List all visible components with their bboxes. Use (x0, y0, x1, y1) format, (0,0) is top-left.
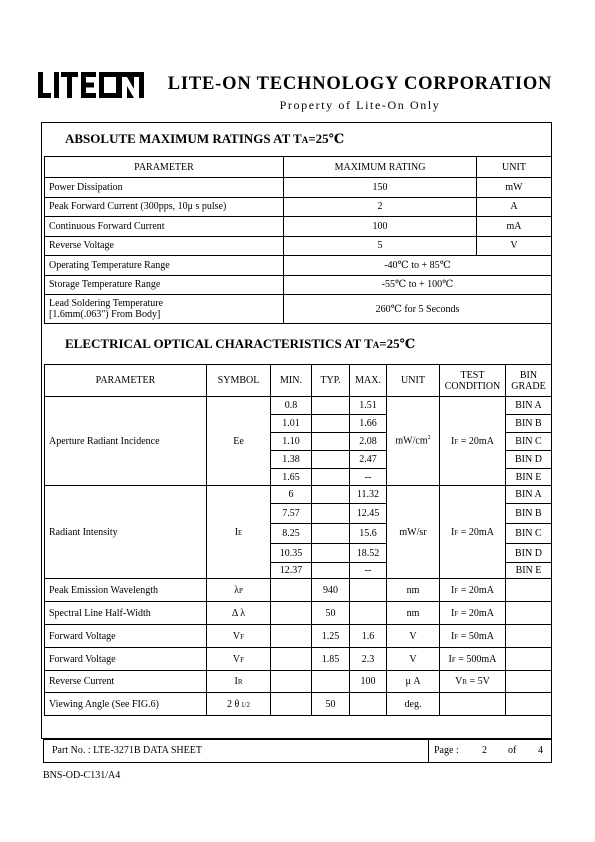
abs-rating: 260℃ for 5 Seconds (284, 295, 552, 324)
abs-rating: -40℃ to + 85℃ (284, 256, 552, 276)
typ-cell (312, 469, 350, 486)
min-cell: 1.10 (271, 433, 312, 451)
bin-cell: BIN C (506, 524, 552, 544)
col-header-bin-grade: BIN GRADE (506, 365, 552, 397)
page-footer (43, 739, 552, 763)
elec-title: ELECTRICAL OPTICAL CHARACTERISTICS AT TA=25℃ (65, 336, 416, 351)
symbol-cell: VF (207, 648, 271, 671)
abs-rating: 2 (284, 197, 477, 217)
typ-cell: 50 (312, 602, 350, 625)
typ-cell: 1.25 (312, 625, 350, 648)
page-label: Page : (434, 745, 459, 756)
bin-cell: BIN B (506, 415, 552, 433)
abs-param: Power Dissipation (45, 178, 284, 198)
radiant-unit: mW/sr (387, 486, 440, 579)
abs-rating: -55℃ to + 100℃ (284, 275, 552, 295)
char-row (45, 602, 552, 625)
property-notice: Property of Lite-On Only (279, 98, 441, 112)
condition-cell: IF = 20mA (440, 579, 506, 602)
max-cell: -- (350, 469, 387, 486)
typ-cell: 1.85 (312, 648, 350, 671)
page-total: 4 (538, 745, 543, 756)
radiant-param: Radiant Intensity (45, 486, 207, 579)
min-cell: 10.35 (271, 544, 312, 563)
unit-cell: nm (387, 579, 440, 602)
typ-cell (312, 433, 350, 451)
condition-cell: IF = 50mA (440, 625, 506, 648)
char-row (45, 579, 552, 602)
abs-param: Peak Forward Current (300pps, 10μ s pulse) (45, 197, 284, 217)
unit-cell: deg. (387, 693, 440, 716)
col-header-typ: TYP. (312, 365, 350, 397)
document-code: BNS-OD-C131/A4 (43, 770, 121, 781)
min-cell: 7.57 (271, 504, 312, 524)
typ-cell (312, 397, 350, 415)
liteon-logo (38, 72, 144, 98)
bin-cell (506, 625, 552, 648)
param-cell: Peak Emission Wavelength (45, 579, 207, 602)
symbol-cell: VF (207, 625, 271, 648)
min-cell: 1.65 (271, 469, 312, 486)
condition-cell: IF = 20mA (440, 602, 506, 625)
min-cell: 1.01 (271, 415, 312, 433)
condition-cell: IF = 500mA (440, 648, 506, 671)
bin-cell: BIN C (506, 433, 552, 451)
radiant-condition: IF = 20mA (440, 486, 506, 579)
abs-max-title: ABSOLUTE MAXIMUM RATINGS AT TA=25℃ (65, 131, 345, 146)
col-header-parameter: PARAMETER (45, 365, 207, 397)
param-cell: Forward Voltage (45, 625, 207, 648)
min-cell (271, 671, 312, 693)
abs-param: Storage Temperature Range (45, 275, 284, 295)
min-cell: 1.38 (271, 451, 312, 469)
footer-divider (428, 740, 429, 762)
bin-cell (506, 648, 552, 671)
max-cell: 11.32 (350, 486, 387, 504)
bin-cell: BIN A (506, 397, 552, 415)
typ-cell (312, 415, 350, 433)
max-cell (350, 602, 387, 625)
char-row (45, 671, 552, 693)
col-header-min: MIN. (271, 365, 312, 397)
abs-unit: mA (477, 217, 552, 237)
param-cell: Spectral Line Half-Width (45, 602, 207, 625)
abs-rating: 5 (284, 236, 477, 256)
col-header-max: MAX. (350, 365, 387, 397)
typ-cell (312, 486, 350, 504)
symbol-cell: Δ λ (207, 602, 271, 625)
abs-param: Operating Temperature Range (45, 256, 284, 276)
col-header-symbol: SYMBOL (207, 365, 271, 397)
typ-cell: 50 (312, 693, 350, 716)
min-cell (271, 648, 312, 671)
unit-cell: nm (387, 602, 440, 625)
char-row (45, 648, 552, 671)
radiant-symbol: IE (207, 486, 271, 579)
abs-unit: A (477, 197, 552, 217)
max-cell (350, 579, 387, 602)
min-cell: 6 (271, 486, 312, 504)
unit-cell: V (387, 625, 440, 648)
abs-rating: 100 (284, 217, 477, 237)
elec-table (44, 364, 552, 716)
col-header-unit: UNIT (477, 157, 552, 178)
page-of: of (508, 745, 517, 756)
part-number: Part No. : LTE-3271B DATA SHEET (52, 745, 202, 756)
max-cell: 1.51 (350, 397, 387, 415)
unit-cell: μ A (387, 671, 440, 693)
min-cell: 0.8 (271, 397, 312, 415)
max-cell: 100 (350, 671, 387, 693)
abs-unit: mW (477, 178, 552, 198)
max-cell: 1.6 (350, 625, 387, 648)
char-row (45, 693, 552, 716)
symbol-cell: 2 θ 1/2 (207, 693, 271, 716)
company-name: LITE-ON TECHNOLOGY CORPORATION (167, 74, 553, 94)
bin-cell (506, 693, 552, 716)
max-cell (350, 693, 387, 716)
aperture-condition: IF = 20mA (440, 397, 506, 486)
aperture-param: Aperture Radiant Incidence (45, 397, 207, 486)
bin-cell: BIN E (506, 563, 552, 579)
page-number: 2 (482, 745, 487, 756)
bin-cell: BIN E (506, 469, 552, 486)
abs-param: Reverse Voltage (45, 236, 284, 256)
max-cell: 12.45 (350, 504, 387, 524)
bin-cell (506, 579, 552, 602)
typ-cell (312, 451, 350, 469)
min-cell (271, 602, 312, 625)
col-header-test-condition: TEST CONDITION (440, 365, 506, 397)
col-header-parameter: PARAMETER (45, 157, 284, 178)
max-cell: 2.47 (350, 451, 387, 469)
condition-cell (440, 693, 506, 716)
typ-cell: 940 (312, 579, 350, 602)
col-header-max-rating: MAXIMUM RATING (284, 157, 477, 178)
max-cell: 1.66 (350, 415, 387, 433)
symbol-cell: IR (207, 671, 271, 693)
max-cell: 15.6 (350, 524, 387, 544)
typ-cell (312, 671, 350, 693)
min-cell: 8.25 (271, 524, 312, 544)
abs-unit: V (477, 236, 552, 256)
min-cell: 12.37 (271, 563, 312, 579)
typ-cell (312, 504, 350, 524)
max-cell: 2.08 (350, 433, 387, 451)
bin-cell: BIN D (506, 451, 552, 469)
min-cell (271, 579, 312, 602)
abs-param: Continuous Forward Current (45, 217, 284, 237)
abs-param: Lead Soldering Temperature [1.6mm(.063") From Body] (45, 295, 284, 324)
abs-rating: 150 (284, 178, 477, 198)
max-cell: 2.3 (350, 648, 387, 671)
unit-cell: V (387, 648, 440, 671)
char-row (45, 625, 552, 648)
bin-cell: BIN A (506, 486, 552, 504)
bin-cell: BIN D (506, 544, 552, 563)
min-cell (271, 625, 312, 648)
aperture-symbol: Ee (207, 397, 271, 486)
aperture-unit: $mW/cm^2$ (387, 397, 440, 486)
param-cell: Viewing Angle (See FIG.6) (45, 693, 207, 716)
condition-cell: VR = 5V (440, 671, 506, 693)
abs-max-table (44, 156, 552, 324)
param-cell: Reverse Current (45, 671, 207, 693)
max-cell: -- (350, 563, 387, 579)
bin-cell (506, 671, 552, 693)
col-header-unit: UNIT (387, 365, 440, 397)
typ-cell (312, 544, 350, 563)
param-cell: Forward Voltage (45, 648, 207, 671)
min-cell (271, 693, 312, 716)
bin-cell (506, 602, 552, 625)
symbol-cell: λP (207, 579, 271, 602)
typ-cell (312, 563, 350, 579)
bin-cell: BIN B (506, 504, 552, 524)
max-cell: 18.52 (350, 544, 387, 563)
typ-cell (312, 524, 350, 544)
